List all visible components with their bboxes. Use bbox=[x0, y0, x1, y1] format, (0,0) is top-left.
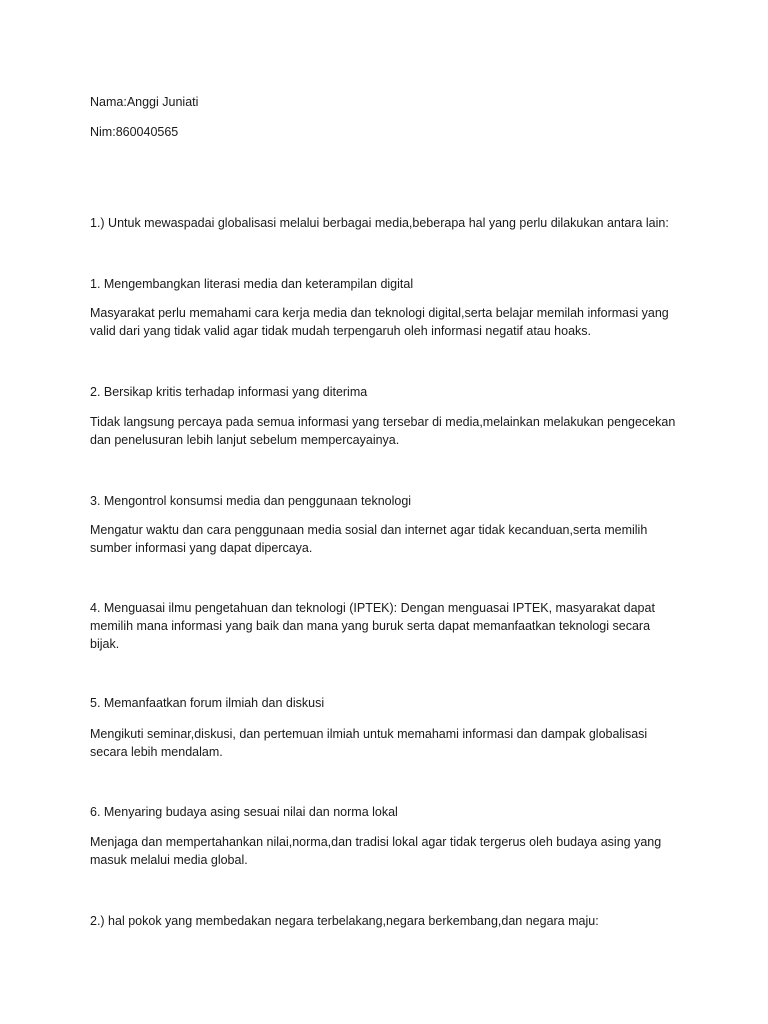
item-5-body: Mengikuti seminar,diskusi, dan pertemuan ilmiah untuk memahami informasi dan dampak globalisasi secara lebih mendalam. bbox=[90, 727, 648, 759]
item-6-body: Menjaga dan mempertahankan nilai,norma,dan tradisi lokal agar tidak tergerus oleh budaya asing yang masuk melalui media global. bbox=[90, 835, 662, 867]
item-4-heading: 4. Menguasai ilmu pengetahuan dan teknologi (IPTEK): Dengan menguasai IPTEK, masyarakat dapat memilih mana informasi yang baik dan mana yang buruk serta dapat memanfaatkan teknologi secara bijak. bbox=[90, 601, 655, 651]
item-1-body: Masyarakat perlu memahami cara kerja media dan teknologi digital,serta belajar memilah informasi yang valid dari yang tidak valid agar tidak mudah terpengaruh oleh informasi negatif atau hoaks. bbox=[90, 306, 669, 338]
item-6-heading: 6. Menyaring budaya asing sesuai nilai dan norma lokal bbox=[90, 805, 398, 819]
student-nim: Nim:860040565 bbox=[90, 125, 179, 139]
item-3-body: Mengatur waktu dan cara penggunaan media sosial dan internet agar tidak kecanduan,serta memilih sumber informasi yang dapat dipercaya. bbox=[90, 523, 648, 555]
question-1-intro: 1.) Untuk mewaspadai globalisasi melalui berbagai media,beberapa hal yang perlu dilakukan antara lain: bbox=[90, 216, 669, 230]
item-5-heading: 5. Memanfaatkan forum ilmiah dan diskusi bbox=[90, 696, 325, 710]
student-name: Nama:Anggi Juniati bbox=[90, 95, 199, 109]
item-2-body: Tidak langsung percaya pada semua informasi yang tersebar di media,melainkan melakukan pengecekan dan penelusuran lebih lanjut sebelum mempercayainya. bbox=[90, 415, 676, 447]
item-3-heading: 3. Mengontrol konsumsi media dan penggunaan teknologi bbox=[90, 494, 412, 508]
question-2-intro: 2.) hal pokok yang membedakan negara terbelakang,negara berkembang,dan negara maju: bbox=[90, 914, 599, 928]
item-2-heading: 2. Bersikap kritis terhadap informasi yang diterima bbox=[90, 385, 368, 399]
item-1-heading: 1. Mengembangkan literasi media dan keterampilan digital bbox=[90, 277, 414, 291]
